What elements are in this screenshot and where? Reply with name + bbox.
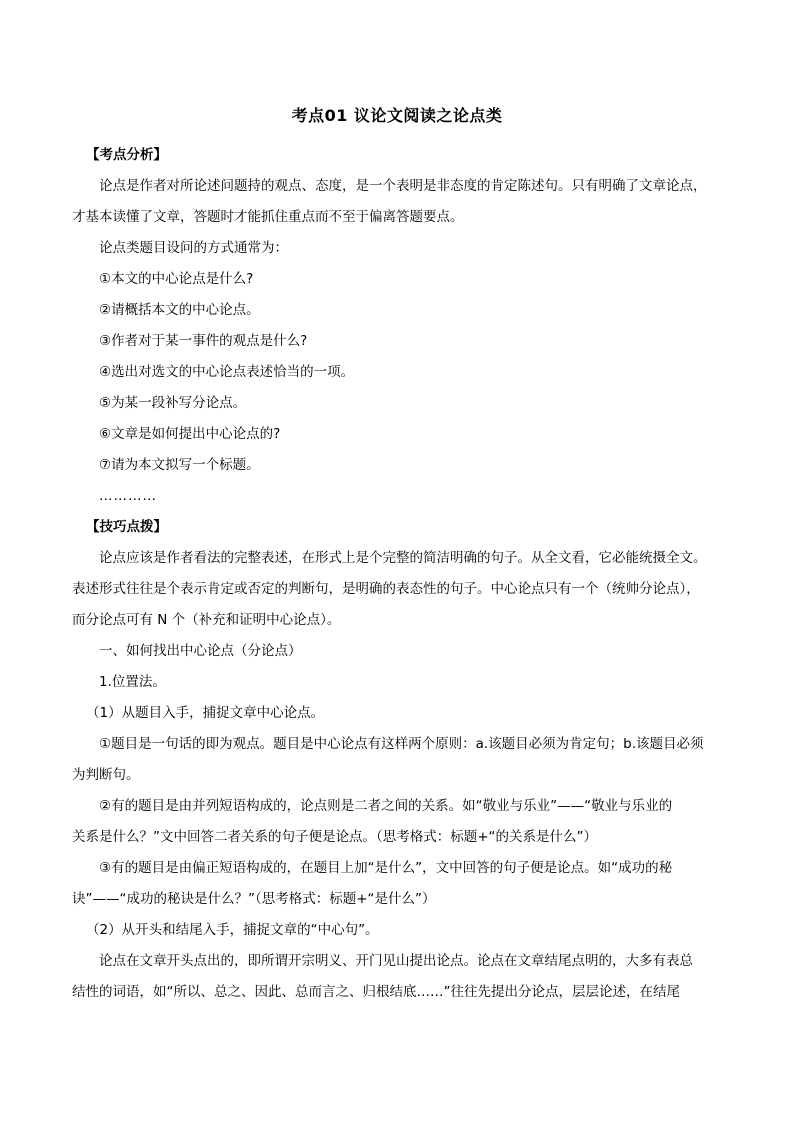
list-item: ⑥文章是如何提出中心论点的? [99,426,281,442]
list-item: ⑦请为本文拟写一个标题。 [99,457,260,473]
paragraph-line: 论点应该是作者看法的完整表述，在形式上是个完整的简洁明确的句子。从全文看，它必能统摄全文。 [99,550,707,566]
paragraph-line: 论点在文章开头点出的，即所谓开宗明义、开门见山提出论点。论点在文章结尾点明的，大多有表总 [99,953,693,969]
list-item: ②请概括本文的中心论点。 [99,302,260,318]
section-heading-analysis: 【考点分析】 [86,147,167,163]
paragraph-line: ③有的题目是由偏正短语构成的，在题目上加“是什么”，文中回答的句子便是论点。如“成功的秘 [99,860,673,876]
section-heading-tips: 【技巧点拨】 [86,519,167,535]
paragraph-line: 诀”——“成功的秘诀是什么？”（思考格式：标题+“是什么”） [72,891,436,907]
list-item: ④选出对选文的中心论点表述恰当的一项。 [99,364,355,380]
paragraph-line: ②有的题目是由并列短语构成的，论点则是二者之间的关系。如“敬业与乐业”——“敬业与乐业的 [99,798,673,814]
document-body [72,140,724,1008]
paragraph-line: 才基本读懂了文章，答题时才能抓住重点而不至于偏离答题要点。 [72,209,464,225]
paragraph-line: 而分论点可有 N 个（补充和证明中心论点）。 [72,612,341,628]
paragraph-line: 结性的词语，如“所以、总之、因此、总而言之、归根结底……”往往先提出分论点，层层论述，在结尾 [72,984,680,1000]
method-heading: 1.位置法。 [99,674,166,690]
paragraph-line: ①题目是一句话的即为观点。题目是中心论点有这样两个原则：a.该题目必须为肯定句；b.该题目必须 [99,736,704,752]
list-item: ⑤为某一段补写分论点。 [99,395,247,411]
step-heading: （1）从题目入手，捕捉文章中心论点。 [86,705,325,721]
step-heading: （2）从开头和结尾入手，捕捉文章的“中心句”。 [86,922,379,938]
paragraph-line: 为判断句。 [72,767,140,783]
paragraph-line: 关系是什么？”文中回答二者关系的句子便是论点。（思考格式：标题+“的关系是什么”） [72,829,598,845]
paragraph-line: 论点是作者对所论述问题持的观点、态度，是一个表明是非态度的肯定陈述句。只有明确了文章论点， [99,178,707,194]
paragraph-line: 表述形式往往是个表示肯定或否定的判断句，是明确的表态性的句子。中心论点只有一个（统帅分论点）， [72,581,700,597]
page-title: 考点01 议论文阅读之论点类 [291,106,503,125]
subheading-find-thesis: 一、如何找出中心论点（分论点） [99,643,302,659]
list-item: ①本文的中心论点是什么? [99,271,254,287]
ellipsis: ………… [99,488,157,504]
list-item: ③作者对于某一事件的观点是什么? [99,333,308,349]
question-types-intro: 论点类题目设问的方式通常为： [99,240,288,256]
